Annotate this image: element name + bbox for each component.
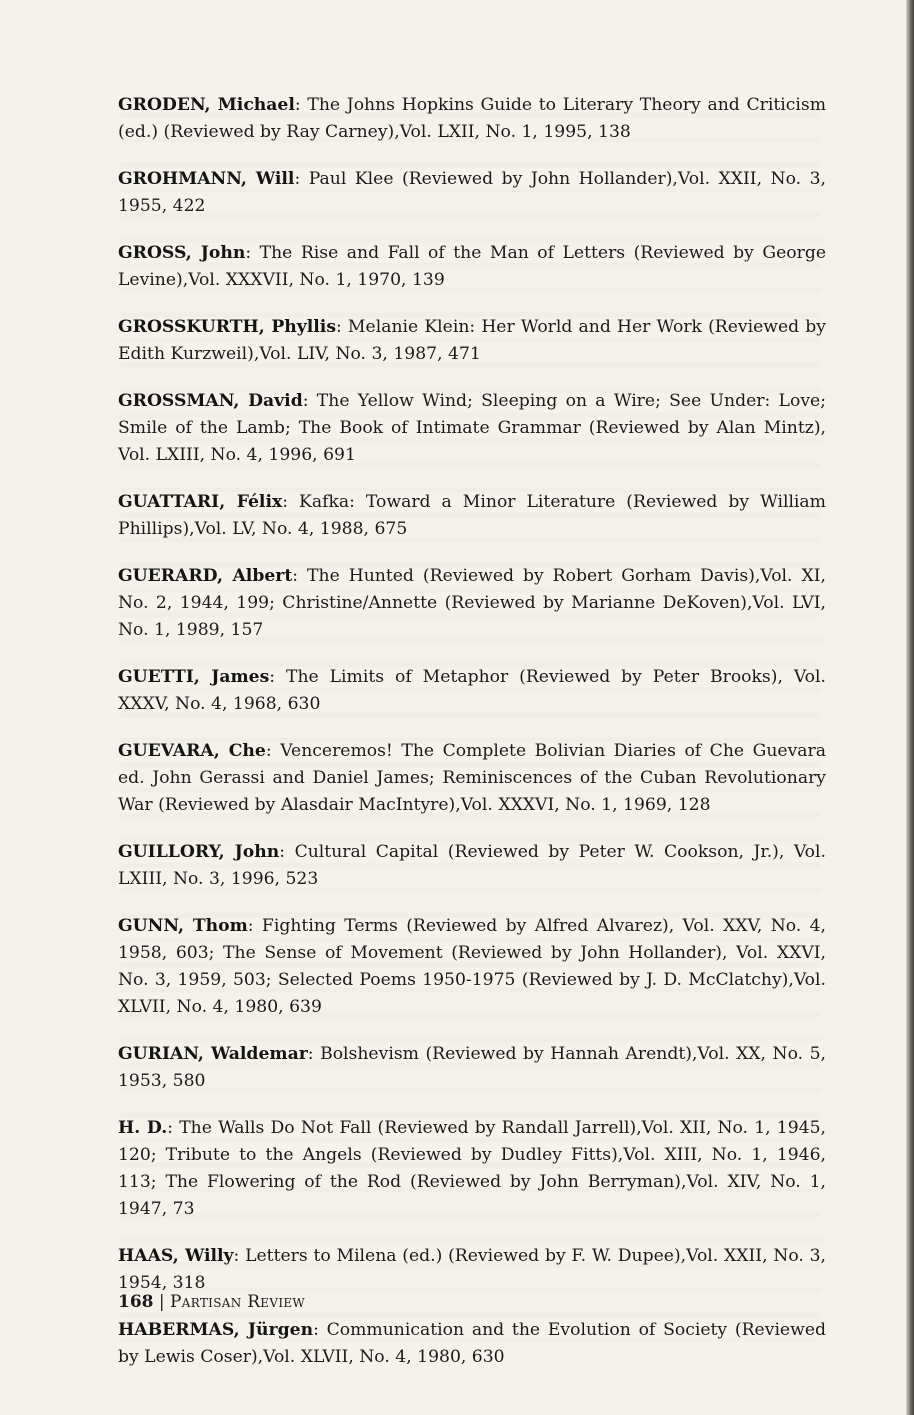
index-entry [118, 489, 826, 543]
entry-text: : The Limits of Metaphor (Reviewed by Peter Brooks), Vol. XXXV, No. 4, 1968, 630 [118, 667, 826, 714]
author-name: GUETTI, James [118, 667, 270, 687]
author-name: GUILLORY, John [118, 842, 280, 862]
journal-title: Partisan Review [170, 1292, 306, 1312]
footer-separator: | [158, 1292, 165, 1312]
entry-text: : The Hunted (Reviewed by Robert Gorham Davis),Vol. XI, No. 2, 1944, 199; Christine/Annette (Reviewed by Marianne DeKoven),Vol. LVI, No. 1, 1989, 157 [118, 566, 826, 640]
entry-text: : Venceremos! The Complete Bolivian Diaries of Che Guevara ed. John Gerassi and Daniel James; Reminiscences of the Cuban Revolutionary War (Reviewed by Alasdair MacIntyre),Vol. XXXVI, No. 1, 1969, 128 [118, 741, 826, 815]
index-entries [118, 92, 826, 1371]
author-name: GROSSKURTH, Phyllis [118, 317, 337, 337]
entry-text: : Letters to Milena (ed.) (Reviewed by F. W. Dupee),Vol. XXII, No. 3, 1954, 318 [118, 1246, 826, 1293]
page-number: 168 [118, 1292, 154, 1312]
index-entry [118, 1041, 826, 1095]
entry-text: : Paul Klee (Reviewed by John Hollander),Vol. XXII, No. 3, 1955, 422 [118, 169, 826, 216]
author-name: GUEVARA, Che [118, 741, 266, 761]
entry-text: : Cultural Capital (Reviewed by Peter W. Cookson, Jr.), Vol. LXIII, No. 3, 1996, 523 [118, 842, 826, 889]
entry-text: : The Johns Hopkins Guide to Literary Theory and Criticism (ed.) (Reviewed by Ray Carney),Vol. LXII, No. 1, 1995, 138 [118, 95, 826, 142]
index-entry [118, 1243, 826, 1297]
entry-text: : Melanie Klein: Her World and Her Work (Reviewed by Edith Kurzweil),Vol. LIV, No. 3, 1987, 471 [118, 317, 827, 364]
entry-text: : Kafka: Toward a Minor Literature (Reviewed by William Phillips),Vol. LV, No. 4, 1988, 675 [118, 492, 826, 539]
index-entry [118, 913, 826, 1021]
author-name: GUATTARI, Félix [118, 492, 283, 512]
author-name: GROHMANN, Will [118, 169, 295, 189]
index-entry [118, 1317, 826, 1371]
author-name: GURIAN, Waldemar [118, 1044, 308, 1064]
author-name: GUERARD, Albert [118, 566, 293, 586]
index-entry [118, 240, 826, 294]
index-entry [118, 664, 826, 718]
author-name: HABERMAS, Jürgen [118, 1320, 314, 1340]
author-name: GRODEN, Michael [118, 95, 295, 115]
entry-text: : The Walls Do Not Fall (Reviewed by Randall Jarrell),Vol. XII, No. 1, 1945, 120; Tribute to the Angels (Reviewed by Dudley Fitts),Vol. XIII, No. 1, 1946, 113; The Flowering of the Rod (Reviewed by John Berryman),Vol. XIV, No. 1, 1947, 73 [118, 1118, 827, 1219]
index-entry [118, 314, 826, 368]
index-entry [118, 388, 826, 469]
author-name: H. D. [118, 1118, 168, 1138]
index-entry [118, 738, 826, 819]
index-entry [118, 92, 826, 146]
author-name: GROSS, John [118, 243, 246, 263]
entry-text: : Bolshevism (Reviewed by Hannah Arendt),Vol. XX, No. 5, 1953, 580 [118, 1044, 826, 1091]
entry-text: : Fighting Terms (Reviewed by Alfred Alvarez), Vol. XXV, No. 4, 1958, 603; The Sense of Movement (Reviewed by John Hollander), Vol. XXVI, No. 3, 1959, 503; Selected Poems 1950-1975 (Reviewed by J. D. McClatchy),Vol. XLVII, No. 4, 1980, 639 [118, 916, 826, 1017]
entry-text: : The Yellow Wind; Sleeping on a Wire; See Under: Love; Smile of the Lamb; The Book of Intimate Grammar (Reviewed by Alan Mintz), Vol. LXIII, No. 4, 1996, 691 [118, 391, 826, 465]
page-footer [118, 1292, 305, 1312]
author-name: GROSSMAN, David [118, 391, 303, 411]
index-entry [118, 563, 826, 644]
author-name: HAAS, Willy [118, 1246, 234, 1266]
index-entry [118, 166, 826, 220]
entry-text: : The Rise and Fall of the Man of Letters (Reviewed by George Levine),Vol. XXXVII, No. 1, 1970, 139 [118, 243, 827, 290]
index-entry [118, 839, 826, 893]
index-entry [118, 1115, 826, 1223]
entry-text: : Communication and the Evolution of Society (Reviewed by Lewis Coser),Vol. XLVII, No. 4, 1980, 630 [118, 1320, 826, 1367]
author-name: GUNN, Thom [118, 916, 248, 936]
page-edge-shadow [906, 0, 914, 1415]
